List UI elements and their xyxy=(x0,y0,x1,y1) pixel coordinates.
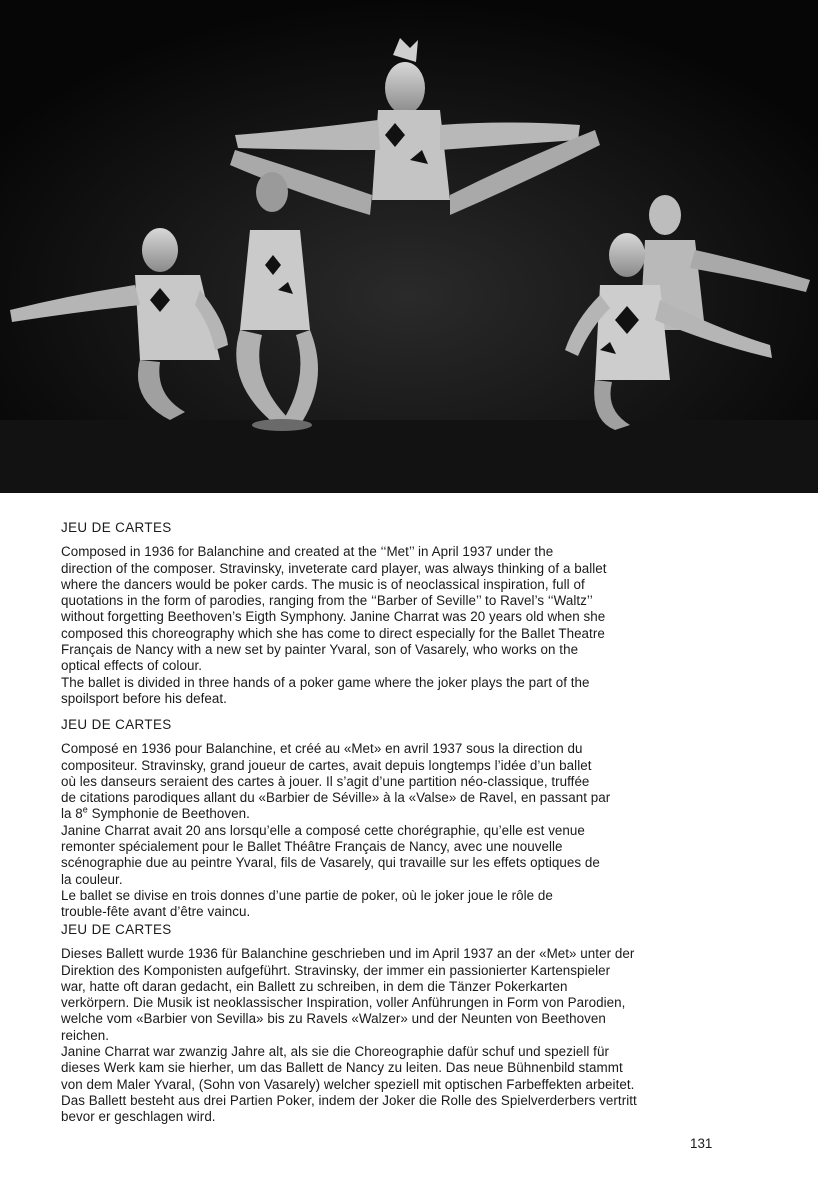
paragraph-french-1-tail: Symphonie de Beethoven. xyxy=(87,806,250,822)
paragraph-french-3: Le ballet se divise en trois donnes d’une partie de poker, où le joker joue le rôle de trouble-fête avant d’être vaincu. xyxy=(61,887,553,920)
ordinal-superscript: e xyxy=(82,805,88,816)
paragraph-english-1: Composed in 1936 for Balanchine and created at the ‘‘Met’’ in April 1937 under the direction of the composer. Stravinsky, inveterate card player, was always thinking of a ballet where the dancers would be poker cards. The music is of neoclassical inspiration, full of quotations in the form of parodies, ranging from the ‘‘Barber of Seville’’ to Ravel’s ‘‘Waltz’’ without forgetting Beethoven’s Eigth Symphony. Janine Charrat was 20 years old when she composed this choreography which she has come to direct especially for the Ballet Theatre Français de Nancy with a new set by painter Yvaral, son of Vasarely, who works on the optical effects of colour. xyxy=(61,544,607,674)
section-english xyxy=(61,520,723,707)
section-german xyxy=(61,922,723,1126)
paragraph-french-1-text: Composé en 1936 pour Balanchine, et créé au «Met» en avril 1937 sous la direction du compositeur. Stravinsky, grand joueur de cartes, avait depuis longtemps l’idée d’un ballet où les danseurs seraient des cartes à jouer. Il s’agit d’une partition néo-classique, truffée de citations parodiques allant du «Barbier de Séville» à la «Valse» de Ravel, en passant par la 8 xyxy=(61,741,611,822)
section-title-french: JEU DE CARTES xyxy=(61,717,172,732)
paragraph-german-1: Dieses Ballett wurde 1936 für Balanchine geschrieben und im April 1937 an der «Met» unter der Direktion des Komponisten aufgeführt. Stravinsky, der immer ein passionierter Kartenspieler war, hatte oft daran gedacht, ein Ballett zu schreiben, in dem die Tänzer Pokerkarten verkörpern. Die Musik ist neoklassischer Inspiration, voller Anführungen in Form von Parodien, welche vom «Barbier von Sevilla» bis zu Ravels «Walzer» und der Neunten von Beethoven reichen. xyxy=(61,946,635,1043)
section-title-german: JEU DE CARTES xyxy=(61,922,172,937)
paragraph-french-1 xyxy=(61,741,723,822)
page-number: 131 xyxy=(690,1136,713,1151)
ballet-dancers-photo-icon xyxy=(0,0,818,493)
paragraph-german-2: Janine Charrat war zwanzig Jahre alt, als sie die Choreographie dafür schuf und speziell für dieses Werk kam sie hierher, um das Ballett de Nancy zu leiten. Das neue Bühnenbild stammt von dem Maler Yvaral, (Sohn von Vasarely) welcher speziell mit optischen Farbeffekten arbeitet. Das Ballett besteht aus drei Partien Poker, indem der Joker die Rolle des Spielverderbers vertritt bevor er geschlagen wird. xyxy=(61,1044,637,1125)
section-title-english: JEU DE CARTES xyxy=(61,520,172,535)
ballet-photo xyxy=(0,0,818,493)
section-french xyxy=(61,717,723,921)
paragraph-french-2: Janine Charrat avait 20 ans lorsqu’elle a composé cette chorégraphie, qu’elle est venue remonter spécialement pour le Ballet Théâtre Français de Nancy, avec une nouvelle scénographie due au peintre Yvaral, fils de Vasarely, qui travaille sur les effets optiques de la couleur. xyxy=(61,822,600,887)
paragraph-english-2: The ballet is divided in three hands of a poker game where the joker plays the part of the spoilsport before his defeat. xyxy=(61,674,590,706)
